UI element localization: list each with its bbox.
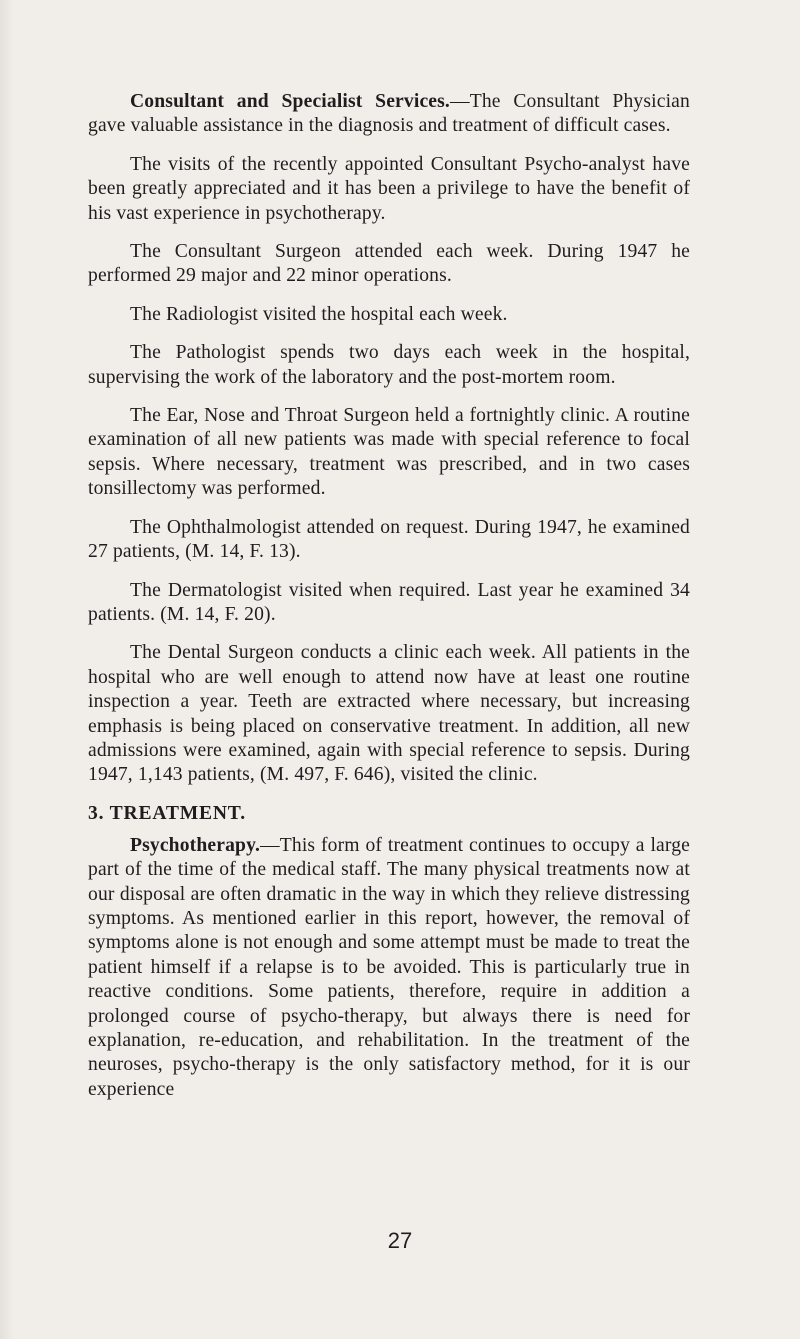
paragraph-lead: Consultant and Specialist Services.: [130, 91, 450, 112]
paragraph-ent-surgeon: [88, 404, 690, 502]
paragraph-dermatologist: [88, 579, 690, 628]
section-heading-treatment: 3. TREATMENT.: [88, 802, 246, 824]
paragraph-consultant-services: [88, 90, 690, 139]
paragraph-consultant-surgeon: [88, 240, 690, 289]
page-edge-shadow: [0, 0, 14, 1339]
paragraph-text: —The Consultant Physician gave valuable assistance in the diagnosis and treatment of difficult cases.: [88, 91, 690, 137]
paragraph-ophthalmologist: [88, 516, 690, 565]
paragraph-psychotherapy: [88, 834, 690, 1102]
paragraph-text: The Ear, Nose and Throat Surgeon held a fortnightly clinic. A routine examination of all new patients was made with special reference to focal sepsis. Where necessary, treatment was prescribed, and in two cases tonsillectomy was performed.: [88, 405, 690, 500]
paragraph-pathologist: [88, 341, 690, 390]
paragraph-lead: Psychotherapy.: [130, 834, 261, 856]
paragraph-text: —This form of treatment continues to occupy a large part of the time of the medical staff. The many physical treatments now at our disposal are often dramatic in the way in which they relieve distressing symptoms. As mentioned earlier in this report, however, the removal of symptoms alone is not enough and some attempt must be made to treat the patient himself if a relapse is to be avoided. This is particularly true in reactive conditions. Some patients, therefore, require in addition a prolonged course of psycho-therapy, but always there is need for explanation, re-education, and rehabilitation. In the treatment of the neuroses, psycho-therapy is the only satisfactory method, for it is our experience: [88, 834, 690, 1100]
paragraph-text: The Dental Surgeon conducts a clinic each week. All patients in the hospital who are well enough to attend now have at least one routine inspection a year. Teeth are extracted where necessary, but increasing emphasis is being placed on conservative treatment. In addition, all new admissions were examined, again with special reference to sepsis. During 1947, 1,143 patients, (M. 497, F. 646), visited the clinic.: [88, 642, 690, 786]
paragraph-dental-surgeon: [88, 641, 690, 787]
paragraph-text: The Radiologist visited the hospital each week.: [130, 303, 508, 325]
paragraph-psycho-analyst: [88, 153, 690, 226]
paragraph-text: The Consultant Surgeon attended each week. During 1947 he performed 29 major and 22 minor operations.: [88, 241, 690, 287]
paragraph-radiologist: [88, 303, 690, 327]
page-number: 27: [387, 1228, 413, 1253]
paragraph-text: The visits of the recently appointed Consultant Psycho-analyst have been greatly appreciated and it has been a privilege to have the benefit of his vast experience in psychotherapy.: [88, 153, 690, 224]
paragraph-text: The Dermatologist visited when required. Last year he examined 34 patients. (M. 14, F. 20).: [88, 579, 690, 625]
paragraph-text: The Pathologist spends two days each week in the hospital, supervising the work of the laboratory and the post-mortem room.: [88, 342, 690, 388]
paragraph-text: The Ophthalmologist attended on request. During 1947, he examined 27 patients, (M. 14, F. 13).: [88, 516, 690, 563]
